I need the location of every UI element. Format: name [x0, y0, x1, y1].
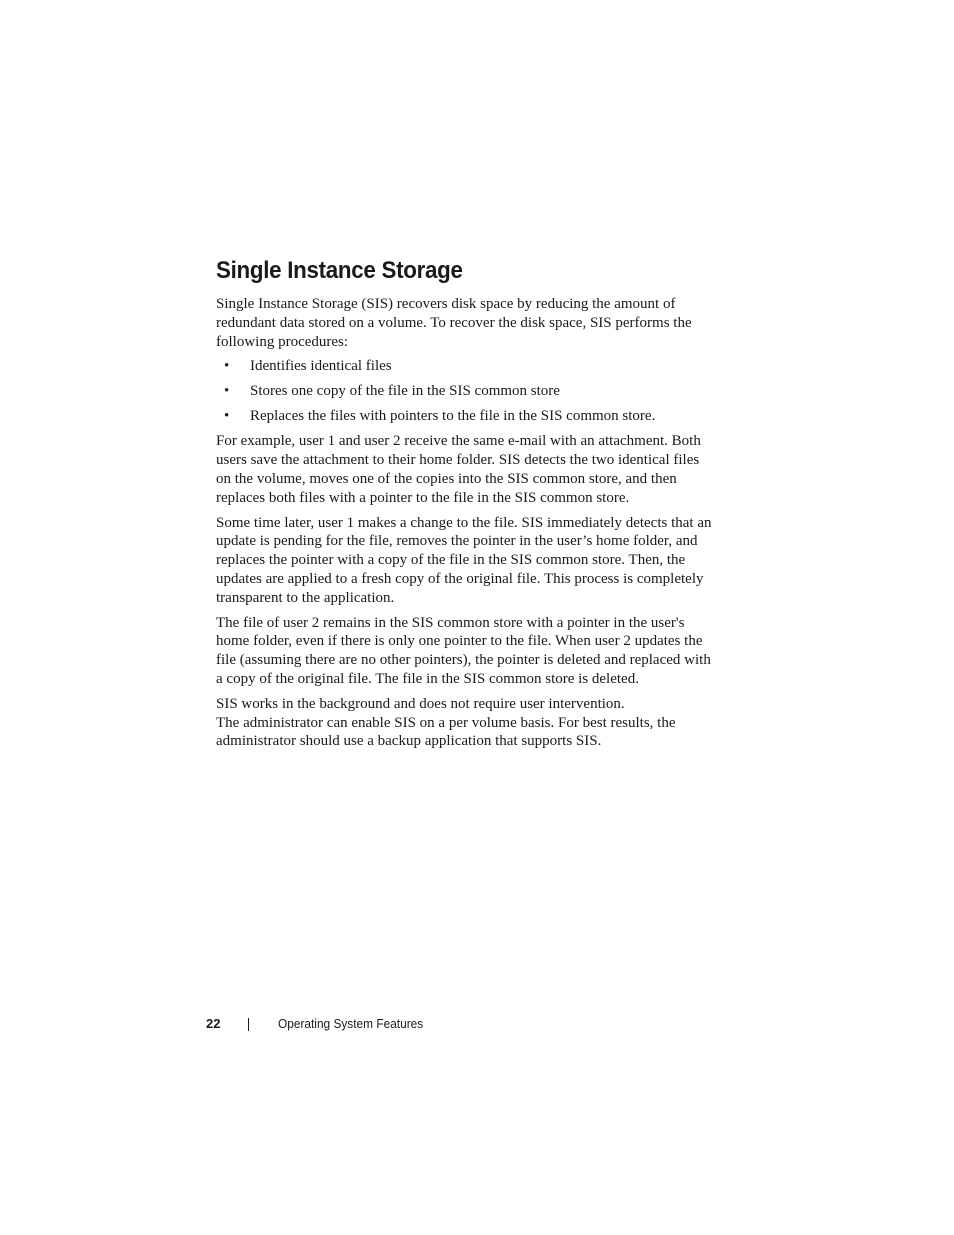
procedure-list — [216, 357, 716, 426]
update-paragraph: Some time later, user 1 makes a change to the file. SIS immediately detects that an update is pending for the file, removes the pointer in the user’s home folder, and replaces the pointer with a copy of the file in the SIS common store. Then, the updates are applied to a fresh copy of the original file. This process is completely transparent to the application. — [216, 514, 712, 606]
list-item — [216, 382, 716, 401]
list-item — [216, 357, 716, 376]
list-item — [216, 407, 716, 426]
list-item-text: Replaces the files with pointers to the file in the SIS common store. — [250, 408, 656, 425]
bullet-icon: • — [224, 408, 230, 425]
bullet-icon: • — [224, 358, 230, 375]
example-paragraph: For example, user 1 and user 2 receive the same e-mail with an attachment. Both users save the attachment to their home folder. SIS detects the two identical files on the volume, moves one of the copies into the SIS common store, and then replaces both files with a pointer to the file in the SIS common store. — [216, 433, 701, 506]
page-content — [216, 255, 716, 757]
intro-paragraph: Single Instance Storage (SIS) recovers disk space by reducing the amount of redundant data stored on a volume. To recover the disk space, SIS performs the following procedures: — [216, 296, 692, 350]
list-item-text: Identifies identical files — [250, 358, 392, 375]
bullet-icon: • — [224, 383, 230, 400]
section-heading: Single Instance Storage — [216, 257, 463, 284]
closing-paragraph — [216, 695, 716, 751]
page-footer — [0, 1014, 954, 1036]
page-number: 22 — [206, 1016, 221, 1031]
footer-section-title: Operating System Features — [278, 1017, 424, 1031]
closing-line-2: The administrator can enable SIS on a per volume basis. For best results, the administrator should use a backup application that supports SIS. — [216, 714, 676, 750]
list-item-text: Stores one copy of the file in the SIS common store — [250, 383, 560, 400]
closing-line-1: SIS works in the background and does not require user intervention. — [216, 695, 625, 712]
user2-paragraph: The file of user 2 remains in the SIS common store with a pointer in the user's home folder, even if there is only one pointer to the file. When user 2 updates the file (assuming there are no other pointers), the pointer is deleted and replaced with a copy of the original file. The file in the SIS common store is deleted. — [216, 614, 711, 687]
footer-separator — [248, 1018, 249, 1031]
